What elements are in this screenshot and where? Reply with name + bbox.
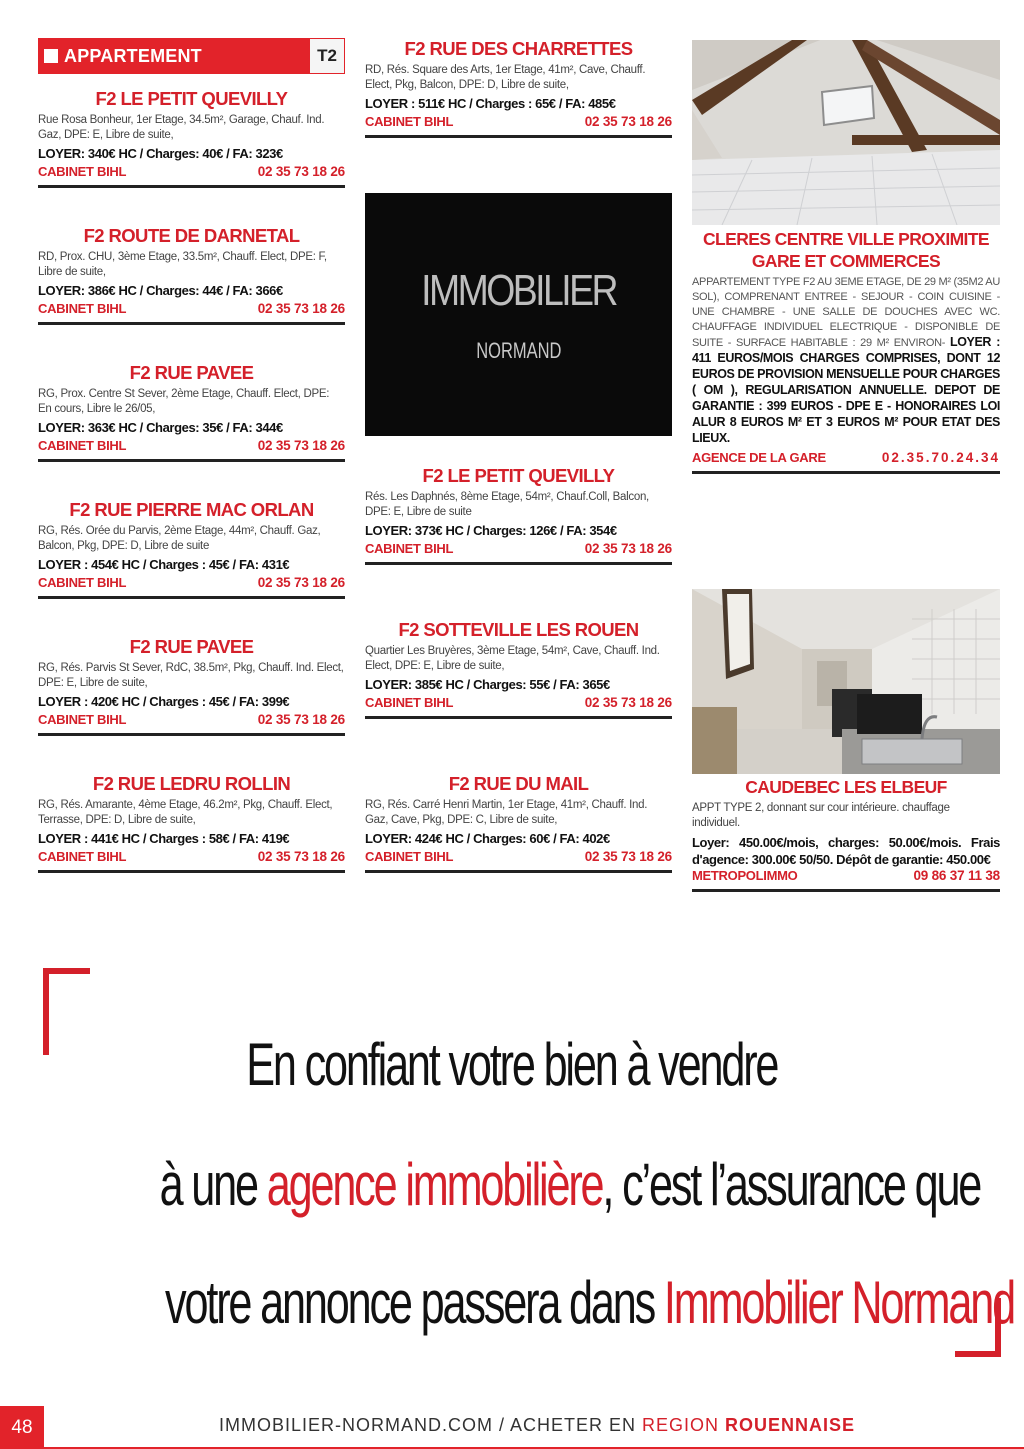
slogan-line-2-start: à une <box>159 1151 267 1218</box>
listing-description <box>692 275 1000 447</box>
listing-phone[interactable]: 02 35 73 18 26 <box>257 164 345 179</box>
slogan-highlight-brand: Immobilier Normand <box>663 1269 1014 1336</box>
listing-agency: CABINET BIHL <box>38 301 127 316</box>
listing-rent: LOYER: 424€ HC / Charges: 60€ / FA: 402€ <box>365 831 610 846</box>
listing-description: RD, Prox. CHU, 3ème Etage, 33.5m², Chauff. Elect, DPE: F, Libre de suite, <box>38 251 327 278</box>
footer-region: REGION <box>642 1415 726 1435</box>
listing-title: F2 RUE PAVEE <box>129 636 254 657</box>
listing-title: F2 LE PETIT QUEVILLY <box>422 465 615 486</box>
listing-rent: LOYER: 386€ HC / Charges: 44€ / FA: 366€ <box>38 283 283 298</box>
footer-site[interactable]: IMMOBILIER-NORMAND.COM / ACHETER EN <box>218 1415 642 1435</box>
footer-site-line <box>0 1415 1024 1436</box>
listing-agency: CABINET BIHL <box>38 712 127 727</box>
listing-phone[interactable]: 02 35 73 18 26 <box>257 301 345 316</box>
column-2 <box>365 38 672 908</box>
immobilier-normand-logo <box>365 193 672 436</box>
listing-agency: CABINET BIHL <box>38 438 127 453</box>
listing-card[interactable] <box>365 773 672 873</box>
apartment-kitchen-photo <box>692 589 1000 774</box>
listing-description: RG, Prox. Centre St Sever, 2ème Etage, Chauff. Elect, DPE: En cours, Libre le 26/05, <box>38 388 330 415</box>
listing-rent: LOYER : 454€ HC / Charges : 45€ / FA: 431€ <box>38 557 290 572</box>
page-number: 48 <box>0 1406 44 1449</box>
listing-title: CLERES CENTRE VILLE PROXIMITE <box>703 229 989 249</box>
listing-agency: CABINET BIHL <box>365 114 454 129</box>
listing-rent: LOYER: 363€ HC / Charges: 35€ / FA: 344€ <box>38 420 283 435</box>
column-1 <box>38 38 345 908</box>
listing-card[interactable] <box>38 88 345 188</box>
listing-rent: Loyer: 450.00€/mois, charges: 50.00€/mois. Frais d'agence: 300.00€ 50/50. Dépôt de garantie: 450.00€ <box>692 835 1000 867</box>
listing-agency: CABINET BIHL <box>38 849 127 864</box>
listing-phone[interactable]: 02 35 73 18 26 <box>257 438 345 453</box>
listing-description: APPT TYPE 2, donnant sur cour intérieure. chauffage individuel. <box>692 802 950 829</box>
listing-card[interactable] <box>365 465 672 565</box>
listing-agency: METROPOLIMMO <box>692 868 798 883</box>
listing-rent: LOYER: 373€ HC / Charges: 126€ / FA: 354€ <box>365 523 617 538</box>
square-icon <box>44 49 58 63</box>
listing-card[interactable] <box>692 776 1000 892</box>
listing-title: F2 SOTTEVILLE LES ROUEN <box>398 619 639 640</box>
column-3 <box>692 38 1000 908</box>
listing-description: RG, Rés. Carré Henri Martin, 1er Etage, 41m², Chauff. Ind. Gaz, Cave, Pkg, DPE: C, Libre de suite, <box>365 799 648 826</box>
listing-description-text: APPARTEMENT TYPE F2 AU 3EME ETAGE, DE 29 M² (35M2 AU SOL), COMPRENANT ENTREE - SEJOUR - COIN CUISINE - UNE CHAMBRE - UNE SALLE DE DOUCHES AVEC WC. CHAUFFAGE INDIVIDUEL ELECTRIQUE - DISPONIBLE DE SUITE - SURFACE HABITABLE : 29 M² ENVIRON- <box>692 276 1000 349</box>
listing-rent: LOYER : 411 EUROS/MOIS CHARGES COMPRISES, DONT 12 EUROS DE PROVISION MENSUELLE POUR CHARGES ( OM ), REGULARISATION ANNUELLE. DEPOT DE GARANTIE : 399 EUROS - DPE E - HONORAIRES LOI ALUR 8 EUROS M² ET 3 EUROS M² POUR ETAT DES LIEUX. <box>692 335 1000 445</box>
listing-card[interactable] <box>38 499 345 599</box>
section-header <box>38 38 345 74</box>
listing-description: Quartier Les Bruyères, 3ème Etage, 54m², Cave, Chauff. Ind. Elect, DPE: E, Libre de suite, <box>365 645 660 672</box>
section-label: APPARTEMENT <box>64 45 202 66</box>
listing-agency: CABINET BIHL <box>38 164 127 179</box>
listing-title: F2 RUE PAVEE <box>129 362 254 383</box>
listing-phone[interactable]: 02 35 73 18 26 <box>257 849 345 864</box>
listing-description: Rue Rosa Bonheur, 1er Etage, 34.5m², Garage, Chauf. Ind. Gaz, DPE: E, Libre de suite, <box>38 114 325 141</box>
slogan-line-3-start: votre annonce passera dans <box>165 1269 664 1336</box>
listing-description: RD, Rés. Square des Arts, 1er Etage, 41m², Cave, Chauff. Elect, Pkg, Balcon, DPE: D, Libre de suite, <box>365 64 646 91</box>
bracket-top-left-horizontal <box>43 968 90 974</box>
slogan-line-1-text: En confiant votre bien à vendre <box>246 1031 778 1098</box>
slogan-highlight-agency: agence immobilière <box>266 1151 603 1218</box>
listing-agency: CABINET BIHL <box>365 541 454 556</box>
listing-agency: CABINET BIHL <box>365 849 454 864</box>
slogan-line-3 <box>0 1268 1024 1337</box>
listing-rent: LOYER: 340€ HC / Charges: 40€ / FA: 323€ <box>38 146 283 161</box>
type-tag: T2 <box>309 38 345 74</box>
listing-description: RG, Rés. Orée du Parvis, 2ème Etage, 44m², Chauff. Gaz, Balcon, Pkg, DPE: D, Libre de suite <box>38 525 321 552</box>
listing-rent: LOYER: 385€ HC / Charges: 55€ / FA: 365€ <box>365 677 610 692</box>
listing-title: F2 RUE DU MAIL <box>448 773 589 794</box>
kitchen-image <box>692 589 1000 774</box>
listing-title: CAUDEBEC LES ELBEUF <box>745 777 947 797</box>
listing-title: F2 RUE DES CHARRETTES <box>404 38 633 59</box>
logo-sub-text: NORMAND <box>475 337 562 363</box>
slogan-line-2-end: , c’est l’assurance que <box>602 1151 981 1218</box>
listing-description: Rés. Les Daphnés, 8ème Etage, 54m², Chauf.Coll, Balcon, DPE: E, Libre de suite <box>365 491 649 518</box>
logo-main-text: IMMOBILIER <box>421 265 616 315</box>
listing-phone[interactable]: 02.35.70.24.34 <box>881 450 1000 465</box>
listing-title-line2: GARE ET COMMERCES <box>751 251 941 271</box>
listing-agency: CABINET BIHL <box>38 575 127 590</box>
attic-room-image <box>692 40 1000 225</box>
listing-rent: LOYER : 511€ HC / Charges : 65€ / FA: 485€ <box>365 96 616 111</box>
listing-card[interactable] <box>38 225 345 325</box>
listing-rent: LOYER : 441€ HC / Charges : 58€ / FA: 419€ <box>38 831 290 846</box>
listing-phone[interactable]: 02 35 73 18 26 <box>584 849 672 864</box>
listing-card[interactable] <box>365 619 672 719</box>
listing-phone[interactable]: 02 35 73 18 26 <box>584 541 672 556</box>
attic-room-photo <box>692 40 1000 225</box>
listing-description: RG, Rés. Amarante, 4ème Etage, 46.2m², Pkg, Chauff. Elect, Terrasse, DPE: D, Libre de suite, <box>38 799 333 826</box>
listing-card[interactable] <box>38 773 345 873</box>
listing-title: F2 ROUTE DE DARNETAL <box>83 225 300 246</box>
listing-card[interactable] <box>365 38 672 138</box>
listing-card[interactable] <box>38 362 345 462</box>
listing-card[interactable] <box>38 636 345 736</box>
listing-title: F2 RUE LEDRU ROLLIN <box>92 773 291 794</box>
listing-rent: LOYER : 420€ HC / Charges : 45€ / FA: 399€ <box>38 694 290 709</box>
listing-phone[interactable]: 02 35 73 18 26 <box>257 712 345 727</box>
listing-phone[interactable]: 09 86 37 11 38 <box>913 868 1000 883</box>
listing-phone[interactable]: 02 35 73 18 26 <box>584 695 672 710</box>
listing-agency: CABINET BIHL <box>365 695 454 710</box>
listing-title: F2 RUE PIERRE MAC ORLAN <box>69 499 314 520</box>
slogan-line-2 <box>0 1150 1024 1219</box>
listing-phone[interactable]: 02 35 73 18 26 <box>584 114 672 129</box>
listing-agency: AGENCE DE LA GARE <box>692 450 826 465</box>
slogan-line-1 <box>0 1030 1024 1099</box>
footer-region-city: ROUENNAISE <box>725 1415 856 1435</box>
listing-phone[interactable]: 02 35 73 18 26 <box>257 575 345 590</box>
listing-description: RG, Rés. Parvis St Sever, RdC, 38.5m², Pkg, Chauff. Ind. Elect, DPE: E, Libre de suite, <box>38 662 344 689</box>
listing-title: F2 LE PETIT QUEVILLY <box>95 88 288 109</box>
listing-card[interactable] <box>692 228 1000 474</box>
